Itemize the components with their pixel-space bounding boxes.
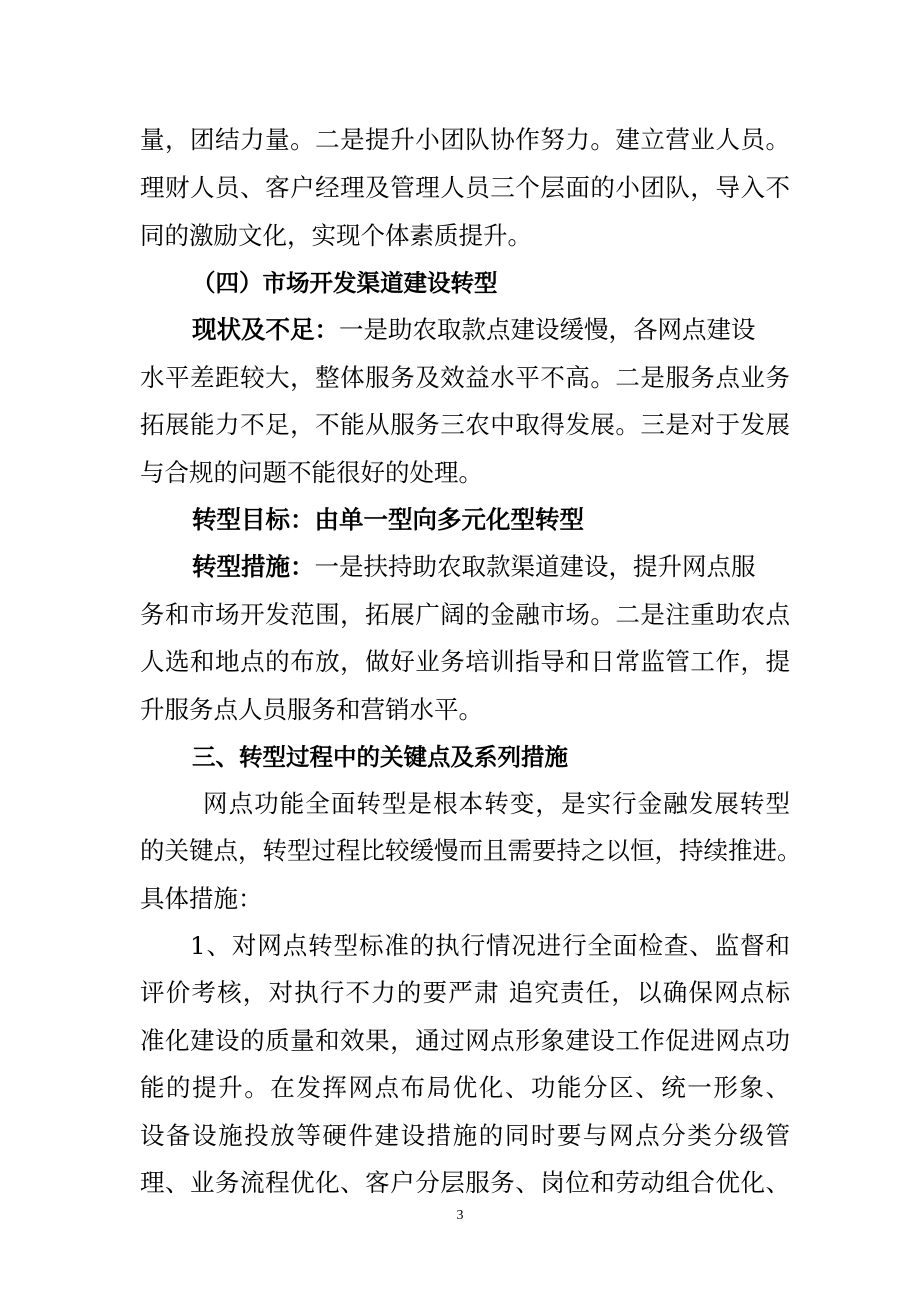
- section-heading-3: 三、转型过程中的关键点及系列措施: [192, 743, 568, 771]
- item1-line: 准化建设的质量和效果，通过网点形象建设工作促进网点功: [140, 1026, 790, 1055]
- goal-line: 转型目标：由单一型向多元化型转型: [192, 505, 584, 534]
- page-number: 3: [456, 1208, 464, 1223]
- status-label: 现状及不足：: [192, 315, 339, 344]
- paragraph-line: 人选和地点的布放，做好业务培训指导和日常监管工作，提: [140, 647, 790, 676]
- item1-line: 1、对网点转型标准的执行情况进行全面检查、监督和: [190, 931, 790, 960]
- paragraph-line: 同的激励文化，实现个体素质提升。: [140, 221, 532, 250]
- paragraph-line: 拓展能力不足，不能从服务三农中取得发展。三是对于发展: [140, 410, 790, 439]
- paragraph-line: 与合规的问题不能很好的处理。: [140, 458, 483, 487]
- item1-line: 设备设施投放等硬件建设措施的同时要与网点分类分级管: [140, 1121, 790, 1150]
- status-text: 一是助农取款点建设缓慢，各网点建设: [339, 315, 756, 344]
- item1-line: 能的提升。在发挥网点布局优化、功能分区、统一形象、: [140, 1073, 790, 1102]
- paragraph-line: 理财人员、客户经理及管理人员三个层面的小团队，导入不: [140, 173, 790, 202]
- item1-line: 理、业务流程优化、客户分层服务、岗位和劳动组合优化、: [140, 1168, 790, 1197]
- item1-line: 评价考核，对执行不力的要严肃 追究责任，以确保网点标: [140, 978, 790, 1007]
- paragraph-line: 水平差距较大，整体服务及效益水平不高。二是服务点业务: [140, 363, 790, 392]
- section-heading-4: （四）市场开发渠道建设转型: [192, 269, 498, 297]
- intro-line: 具体措施：: [140, 884, 263, 913]
- measures-text: 一是扶持助农取款渠道建设，提升网点服: [314, 552, 756, 581]
- measures-paragraph-first-line: [192, 543, 790, 591]
- measures-label: 转型措施：: [192, 552, 315, 581]
- intro-line: 的关键点，转型过程比较缓慢而且需要持之以恒，持续推进。: [140, 836, 802, 865]
- status-paragraph-first-line: [192, 306, 790, 354]
- paragraph-line: 升服务点人员服务和营销水平。: [140, 695, 483, 724]
- paragraph-line: 务和市场开发范围，拓展广阔的金融市场。二是注重助农点: [140, 600, 790, 629]
- paragraph-line: 量，团结力量。二是提升小团队协作努力。建立营业人员。: [140, 125, 790, 154]
- intro-line: 网点功能全面转型是根本转变，是实行金融发展转型: [203, 789, 790, 818]
